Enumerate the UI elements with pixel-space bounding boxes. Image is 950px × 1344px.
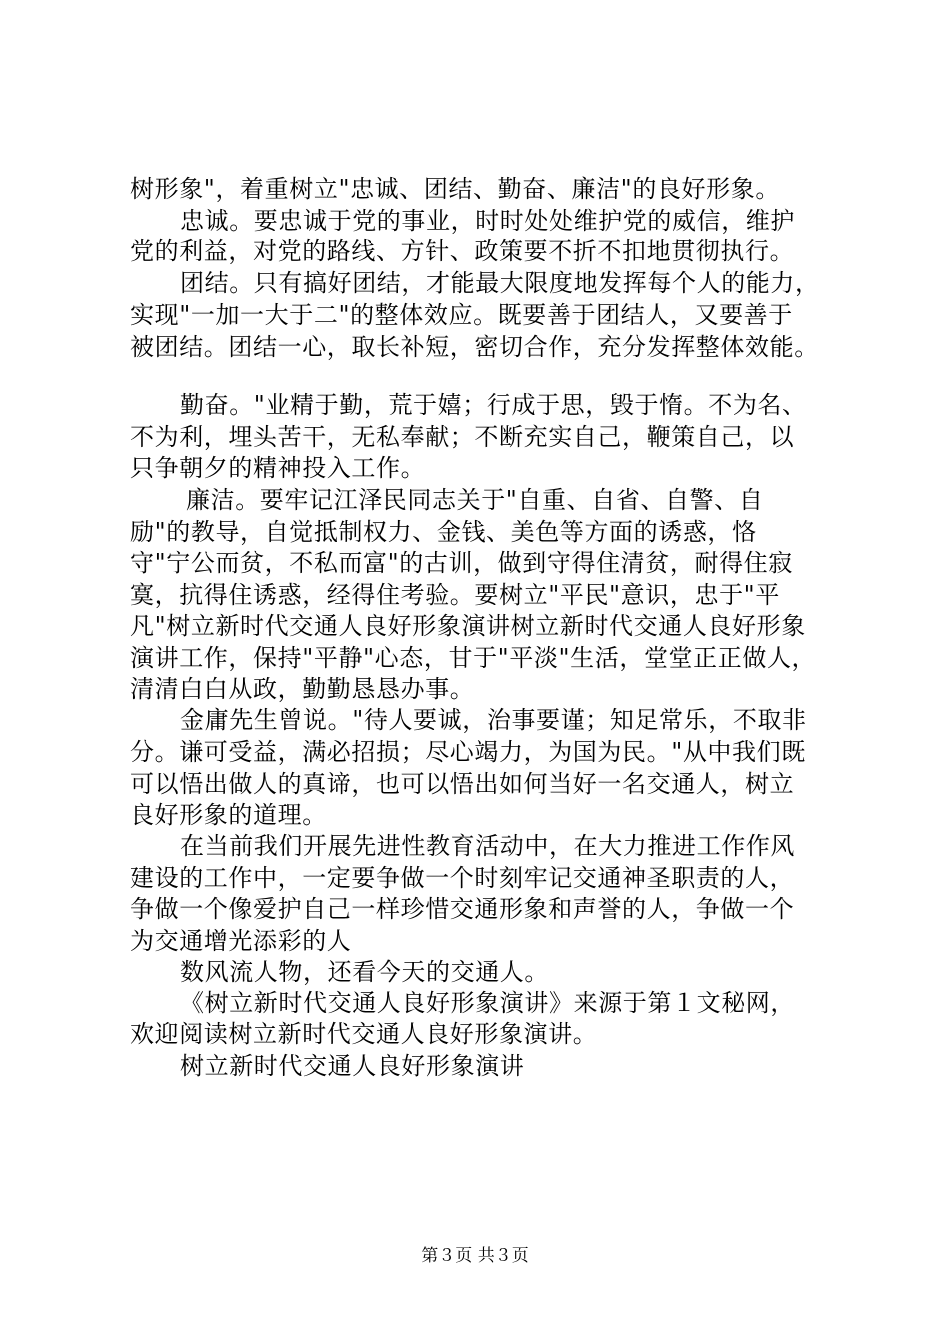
text-line: 被团结。团结一心，取长补短，密切合作，充分发挥整体效能。 [130,333,819,361]
text-line: 分。谦可受益，满必招损；尽心竭力，为国为民。"从中我们既 [130,738,806,766]
text-line: 忠诚。要忠诚于党的事业，时时处处维护党的威信，维护 [180,207,795,235]
text-line: 不为利，埋头苦干，无私奉献；不断充实自己，鞭策自己，以 [130,423,795,451]
text-line: 廉洁。要牢记江泽民同志关于"自重、自省、自警、自 [186,486,764,514]
text-line: 实现"一加一大于二"的整体效应。既要善于团结人，又要善于 [130,301,793,329]
text-line: 守"宁公而贫，不私而富"的古训，做到守得住清贫，耐得住寂 [130,549,793,577]
text-line: 树形象"，着重树立"忠诚、团结、勤奋、廉洁"的良好形象。 [130,175,780,203]
text-line: 树立新时代交通人良好形象演讲 [180,1052,525,1080]
page-number-footer: 第３页 共３页 [421,1246,529,1266]
text-line: 争做一个像爱护自己一样珍惜交通形象和声誉的人，争做一个 [130,895,795,923]
text-line: 《树立新时代交通人良好形象演讲》来源于第１文秘网， [180,989,795,1017]
text-line: 寞，抗得住诱惑，经得住考验。要树立"平民"意识，忠于"平 [130,581,780,609]
text-line: 党的利益，对党的路线、方针、政策要不折不扣地贯彻执行。 [130,237,795,265]
text-line: 金庸先生曾说。"待人要诚，治事要谨；知足常乐，不取非 [180,706,807,734]
text-line: 在当前我们开展先进性教育活动中，在大力推进工作作风 [180,832,795,860]
text-line: 励"的教导，自觉抵制权力、金钱、美色等方面的诱惑，恪 [130,518,757,546]
text-line: 团结。只有搞好团结，才能最大限度地发挥每个人的能力， [180,269,820,297]
text-line: 可以悟出做人的真谛，也可以悟出如何当好一名交通人，树立 [130,770,795,798]
text-line: 数风流人物，还看今天的交通人。 [180,958,549,986]
text-line: 勤奋。"业精于勤，荒于嬉；行成于思，毁于惰。不为名、 [180,391,807,419]
text-line: 良好形象的道理。 [130,801,327,829]
text-line: 建设的工作中，一定要争做一个时刻牢记交通神圣职责的人， [130,864,795,892]
text-line: 为交通增光添彩的人 [130,927,352,955]
text-line: 清清白白从政，勤勤恳恳办事。 [130,675,475,703]
text-line: 欢迎阅读树立新时代交通人良好形象演讲。 [130,1020,598,1048]
text-line: 演讲工作，保持"平静"心态，甘于"平淡"生活，堂堂正正做人， [130,644,817,672]
text-line: 只争朝夕的精神投入工作。 [130,454,426,482]
text-line: 凡"树立新时代交通人良好形象演讲树立新时代交通人良好形象 [130,612,806,640]
